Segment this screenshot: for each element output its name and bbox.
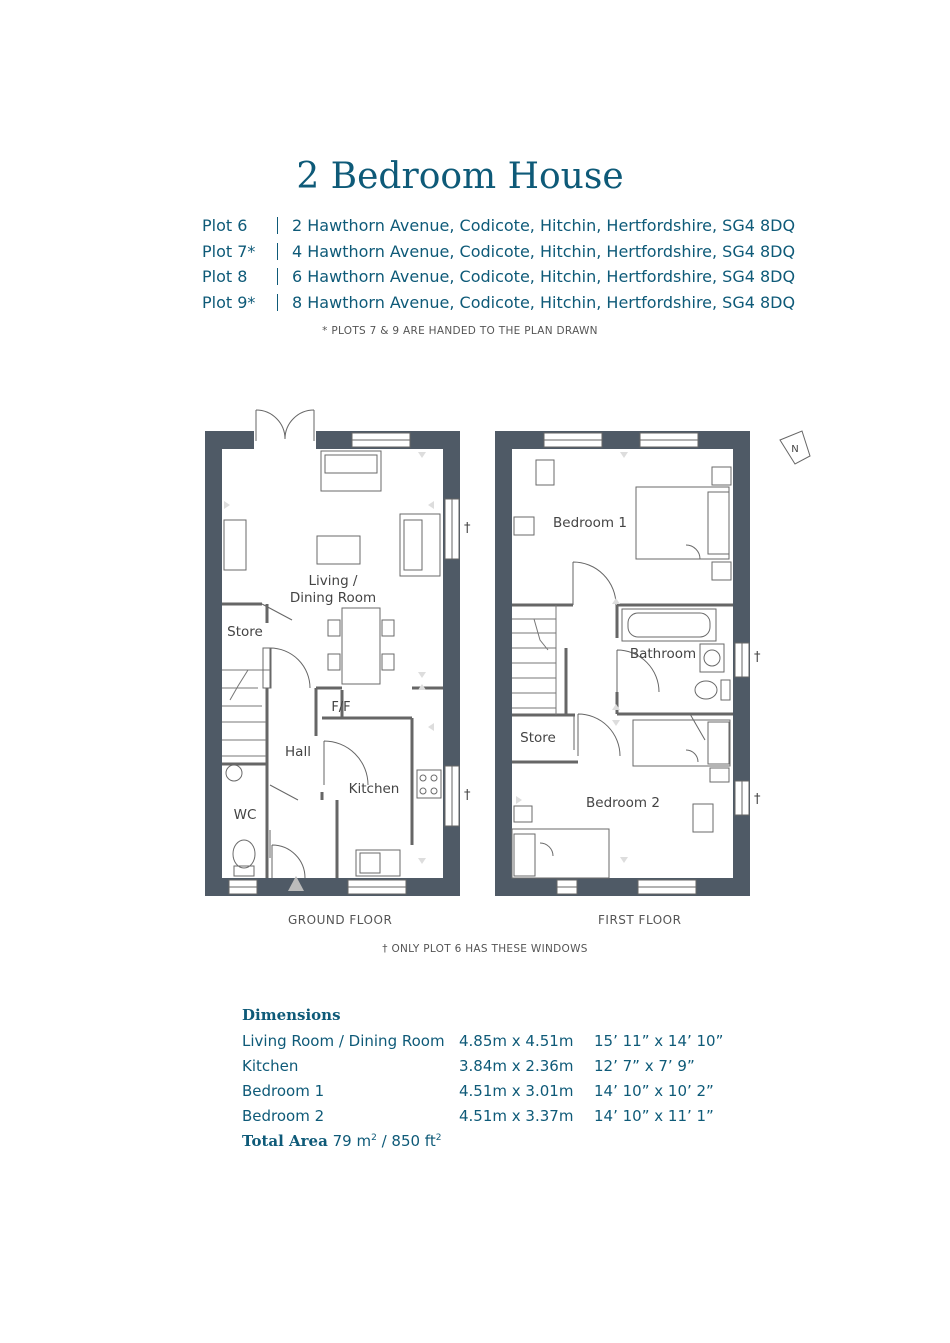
windows-note: † ONLY PLOT 6 HAS THESE WINDOWS [382,943,588,955]
metric-size: 3.84m x 2.36m [459,1056,574,1075]
handed-note: * PLOTS 7 & 9 ARE HANDED TO THE PLAN DRAWN [322,325,598,337]
dagger-mark: † [754,650,761,665]
compass-icon [780,431,810,464]
room-label-bedroom-1: Bedroom 1 [553,515,627,531]
plot-address: 4 Hawthorn Avenue, Codicote, Hitchin, Hertfordshire, SG4 8DQ [292,241,796,261]
plot-number: Plot 9* [202,292,256,312]
plot-address: 6 Hawthorn Avenue, Codicote, Hitchin, Hertfordshire, SG4 8DQ [292,267,796,287]
dimensions-title: Dimensions [242,1006,341,1024]
superscript: 2 [371,1133,377,1143]
room-label-kitchen: Kitchen [348,781,400,797]
plot-number: Plot 7* [202,241,256,261]
total-area-label: Total Area [242,1132,328,1150]
ground-floor-label: GROUND FLOOR [288,913,393,927]
first-floor-plan [495,431,761,896]
room-label-store: Store [520,730,556,746]
first-floor-label: FIRST FLOOR [598,913,682,927]
french-doors [256,410,314,441]
compass-north-label: N [791,444,799,455]
table-row [242,1103,723,1128]
ground-floor-interior-walls [222,604,443,878]
metric-size: 4.85m x 4.51m [459,1031,574,1050]
table-row [242,1078,723,1103]
room-label-bathroom: Bathroom [629,646,697,662]
superscript: 2 [435,1133,442,1143]
imperial-size: 14’ 10” x 11’ 1” [594,1106,714,1125]
imperial-size: 14’ 10” x 10’ 2” [594,1081,714,1100]
plot-address: 2 Hawthorn Avenue, Codicote, Hitchin, Hertfordshire, SG4 8DQ [292,216,796,236]
room-name: Bedroom 1 [242,1081,325,1100]
room-label-fridge-freezer: F/F [331,700,351,715]
room-label-dining: Dining Room [289,590,377,606]
dagger-mark: † [464,521,471,536]
room-name: Bedroom 2 [242,1106,325,1125]
imperial-size: 15’ 11” x 14’ 10” [594,1031,724,1050]
first-stairs [512,605,556,715]
dagger-mark: † [464,788,471,803]
ground-furniture [224,451,441,876]
room-name: Living Room / Dining Room [242,1031,445,1050]
page-title: 2 Bedroom House [296,156,624,197]
total-area-metric: 79 m [332,1132,372,1150]
table-row [242,1053,723,1078]
imperial-size: 12’ 7” x 7’ 9” [594,1056,695,1075]
plot-number: Plot 6 [202,216,248,236]
room-label-bedroom-2: Bedroom 2 [586,795,660,811]
room-label-store: Store [227,624,263,640]
table-row [242,1028,723,1053]
plot-number: Plot 8 [202,267,248,287]
total-area-imperial: 850 ft [391,1132,436,1150]
dimensions-table [242,1006,723,1150]
ground-floor-walls [205,431,460,896]
window-glazing-lines [544,440,742,887]
ground-floor-plan [205,410,471,896]
plot-address: 8 Hawthorn Avenue, Codicote, Hitchin, Hertfordshire, SG4 8DQ [292,292,796,312]
door-swings [262,604,368,878]
metric-size: 4.51m x 3.01m [459,1081,574,1100]
dagger-mark: † [754,792,761,807]
room-label-wc: WC [233,807,257,823]
metric-size: 4.51m x 3.37m [459,1106,574,1125]
room-label-hall: Hall [285,744,311,760]
room-name: Kitchen [242,1056,299,1075]
total-area [242,1132,723,1150]
separator: / [376,1132,392,1150]
room-label-living: Living / [308,573,358,589]
